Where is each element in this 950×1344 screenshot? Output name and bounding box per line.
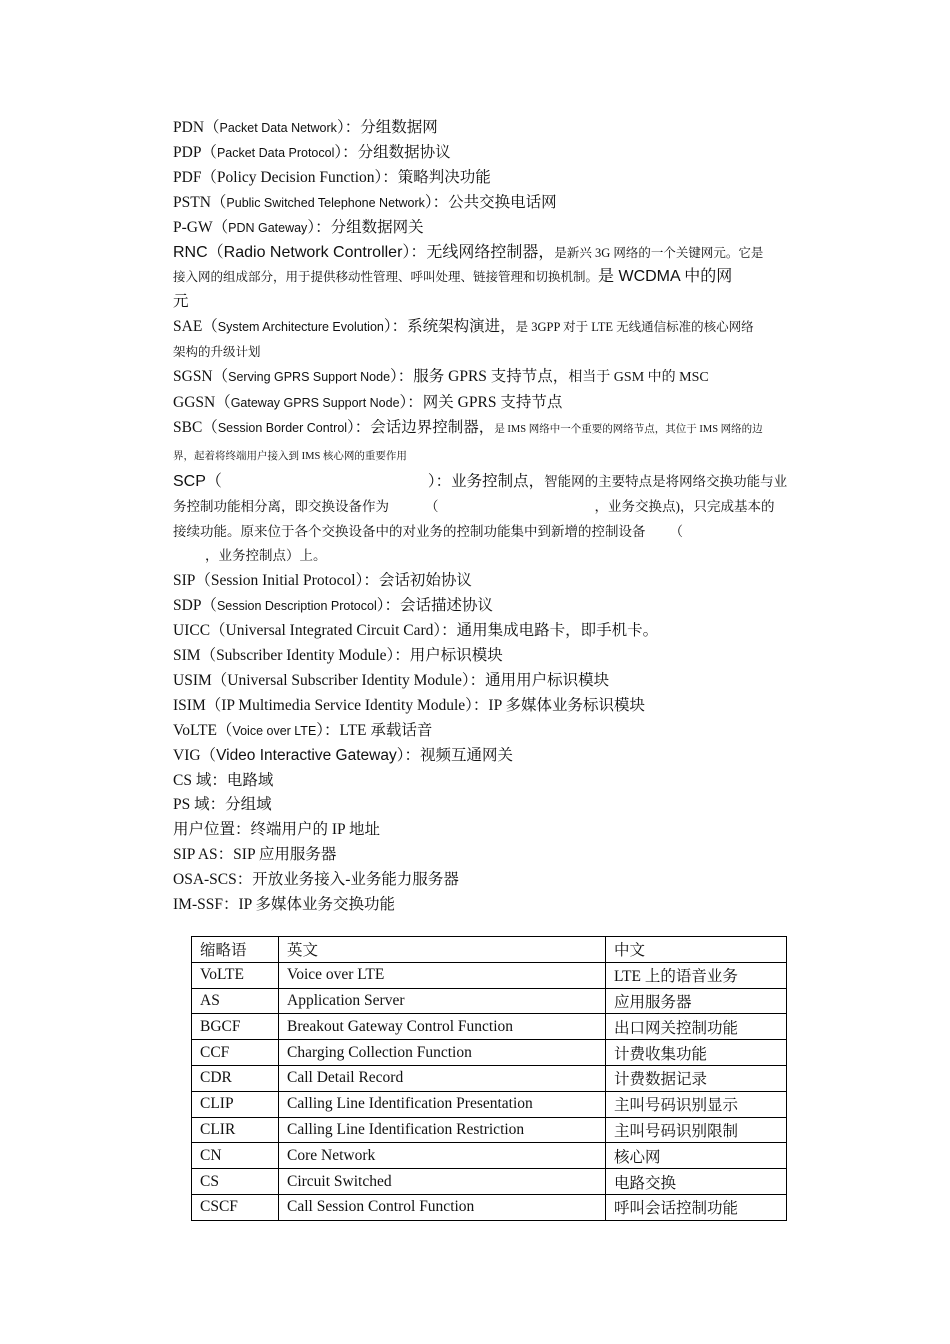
cell-chinese: LTE 上的语音业务 <box>606 962 787 988</box>
cell-chinese: 计费收集功能 <box>606 1040 787 1066</box>
term-english: Voice over LTE <box>232 723 317 738</box>
term-chinese: ）：公共交换电话网 <box>424 193 557 211</box>
term-abbr: PSTN（ <box>173 193 227 211</box>
term-note: 是新兴 3G 网络的一个关键网元。它是 <box>554 245 764 260</box>
term-english: Video Interactive Gateway <box>216 746 397 764</box>
term-chinese: ）：网关 GPRS 支持节点 <box>399 393 563 411</box>
cell-chinese: 计费数据记录 <box>606 1065 787 1091</box>
term-note: 元 <box>173 293 189 311</box>
definition-ps: PS 域：分组域 <box>173 796 272 814</box>
cell-abbr: AS <box>192 988 279 1014</box>
cell-english: Breakout Gateway Control Function <box>279 1014 606 1040</box>
term-note: 接入网的组成部分，用于提供移动性管理、呼叫处理、链接管理和切换机制。 <box>173 270 599 285</box>
term-note: 界，起着将终端用户接入到 IMS 核心网的重要作用 <box>173 450 407 462</box>
cell-chinese: 应用服务器 <box>606 988 787 1014</box>
table-row <box>192 1014 787 1040</box>
cell-english: Core Network <box>279 1143 606 1169</box>
cell-abbr: CDR <box>192 1065 279 1091</box>
term-note: （ <box>425 498 439 514</box>
table-row <box>192 1143 787 1169</box>
definition-sae <box>173 315 809 365</box>
term-abbr: P-GW（ <box>173 218 229 236</box>
term-english: Session Border Control <box>217 420 348 435</box>
term-chinese: ）：视频互通网关 <box>396 746 513 764</box>
definition-sim: SIM（Subscriber Identity Module）：用户标识模块 <box>173 647 503 665</box>
cell-abbr: BGCF <box>192 1014 279 1040</box>
cell-english: Charging Collection Function <box>279 1040 606 1066</box>
definition-pstn <box>173 191 809 216</box>
definition-pdp <box>173 141 809 166</box>
term-abbr: SBC（ <box>173 418 218 436</box>
cell-chinese: 呼叫会话控制功能 <box>606 1194 787 1220</box>
term-note: 架构的升级计划 <box>173 345 261 360</box>
header-abbr: 缩略语 <box>192 937 279 963</box>
table-header-row <box>192 937 787 963</box>
cell-chinese: 出口网关控制功能 <box>606 1014 787 1040</box>
term-english: Public Switched Telephone Network <box>226 195 425 210</box>
term-abbr: PDN（ <box>173 119 220 136</box>
term-abbr: SCP（ <box>173 472 222 490</box>
term-english: Gateway GPRS Support Node <box>230 395 400 410</box>
cell-chinese: 主叫号码识别显示 <box>606 1091 787 1117</box>
cell-abbr: CLIR <box>192 1117 279 1143</box>
term-note: 务控制功能相分离，即交换设备作为 <box>173 498 389 514</box>
term-chinese: ）：LTE 承载话音 <box>316 721 433 739</box>
term-abbr: SAE（ <box>173 318 218 336</box>
cell-english: Circuit Switched <box>279 1169 606 1195</box>
cell-english: Call Detail Record <box>279 1065 606 1091</box>
definition-pdn <box>173 116 809 141</box>
abbreviation-table <box>191 936 787 1221</box>
table-row <box>192 1065 787 1091</box>
cell-english: Calling Line Identification Presentation <box>279 1091 606 1117</box>
definition-rnc <box>173 241 809 316</box>
definition-sdp <box>173 594 809 619</box>
term-note: ，业务交换点)，只完成基本的 <box>594 498 775 514</box>
term-note: 接续功能。原来位于各个交换设备中的对业务的控制功能集中到新增的控制设备 <box>173 523 646 539</box>
cell-abbr: CN <box>192 1143 279 1169</box>
table-row <box>192 1194 787 1220</box>
definition-ggsn <box>173 391 809 416</box>
definition-usim: USIM（Universal Subscriber Identity Module）：通用用户标识模块 <box>173 671 610 689</box>
definition-pgw <box>173 216 809 241</box>
cell-english: Application Server <box>279 988 606 1014</box>
cell-chinese: 核心网 <box>606 1143 787 1169</box>
term-chinese: ）：业务控制点， <box>427 472 545 490</box>
term-chinese: ）：系统架构演进， <box>383 318 516 336</box>
definition-user-location: 用户位置：终端用户的 IP 地址 <box>173 821 380 839</box>
term-english: PDN Gateway <box>228 220 308 235</box>
cell-abbr: CSCF <box>192 1194 279 1220</box>
cell-chinese: 主叫号码识别限制 <box>606 1117 787 1143</box>
term-head: RNC（Radio Network Controller）：无线网络控制器， <box>173 243 555 261</box>
table-row <box>192 1117 787 1143</box>
definition-scp <box>173 470 809 570</box>
term-abbr: GGSN（ <box>173 393 231 411</box>
term-note: 是 WCDMA 中的网 <box>598 268 733 286</box>
definition-volte <box>173 719 809 744</box>
cell-abbr: CLIP <box>192 1091 279 1117</box>
table-row <box>192 1169 787 1195</box>
cell-abbr: CS <box>192 1169 279 1195</box>
term-english: Serving GPRS Support Node <box>228 370 391 385</box>
term-note: 相当于 GSM 中的 MSC <box>568 370 709 386</box>
term-english: Packet Data Protocol <box>216 145 335 160</box>
definitions-list <box>173 116 809 918</box>
cell-english: Calling Line Identification Restriction <box>279 1117 606 1143</box>
term-abbr: VIG（ <box>173 746 217 764</box>
term-chinese: ）：服务 GPRS 支持节点， <box>390 368 569 386</box>
definition-sgsn <box>173 365 809 391</box>
term-chinese: ）：会话边界控制器， <box>347 418 495 436</box>
term-note: （ <box>669 523 683 539</box>
term-abbr: SDP（ <box>173 597 217 615</box>
term-chinese: ）：分组数据网 <box>336 119 438 136</box>
term-chinese: ）：会话描述协议 <box>376 597 493 615</box>
term-note: ，业务控制点）上。 <box>205 548 327 564</box>
term-chinese: ）：分组数据网关 <box>307 218 424 236</box>
cell-chinese: 电路交换 <box>606 1169 787 1195</box>
table-row <box>192 988 787 1014</box>
definition-cs: CS 域：电路域 <box>173 771 274 789</box>
term-note: 是 IMS 网络中一个重要的网络节点，其位于 IMS 网络的边 <box>494 423 763 435</box>
definition-isim: ISIM（IP Multimedia Service Identity Module）：IP 多媒体业务标识模块 <box>173 696 645 714</box>
definition-osa-scs: OSA-SCS：开放业务接入-业务能力服务器 <box>173 871 459 889</box>
definition-sbc <box>173 416 809 470</box>
cell-english: Voice over LTE <box>279 962 606 988</box>
table-row <box>192 1040 787 1066</box>
term-english: System Architecture Evolution <box>217 320 384 335</box>
term-abbr: SGSN（ <box>173 368 229 386</box>
table-row <box>192 962 787 988</box>
table-row <box>192 1091 787 1117</box>
term-note: 智能网的主要特点是将网络交换功能与业 <box>544 473 788 489</box>
term-abbr: VoLTE（ <box>173 721 233 739</box>
header-english: 英文 <box>279 937 606 963</box>
term-english: Session Description Protocol <box>216 599 377 614</box>
cell-english: Call Session Control Function <box>279 1194 606 1220</box>
term-chinese: ）：分组数据协议 <box>334 143 451 161</box>
term-abbr: PDP（ <box>173 143 217 161</box>
definition-vig <box>173 744 809 769</box>
definition-sip-as: SIP AS：SIP 应用服务器 <box>173 846 337 864</box>
definition-pdf: PDF（Policy Decision Function）：策略判决功能 <box>173 168 491 186</box>
header-chinese: 中文 <box>606 937 787 963</box>
cell-abbr: VoLTE <box>192 962 279 988</box>
term-english: Packet Data Network <box>219 121 337 135</box>
definition-im-ssf: IM-SSF：IP 多媒体业务交换功能 <box>173 896 396 914</box>
definition-sip: SIP（Session Initial Protocol）：会话初始协议 <box>173 572 472 590</box>
term-note: 是 3GPP 对于 LTE 无线通信标准的核心网络 <box>515 320 754 335</box>
definition-uicc: UICC（Universal Integrated Circuit Card）：通用集成电路卡，即手机卡。 <box>173 622 659 640</box>
cell-abbr: CCF <box>192 1040 279 1066</box>
